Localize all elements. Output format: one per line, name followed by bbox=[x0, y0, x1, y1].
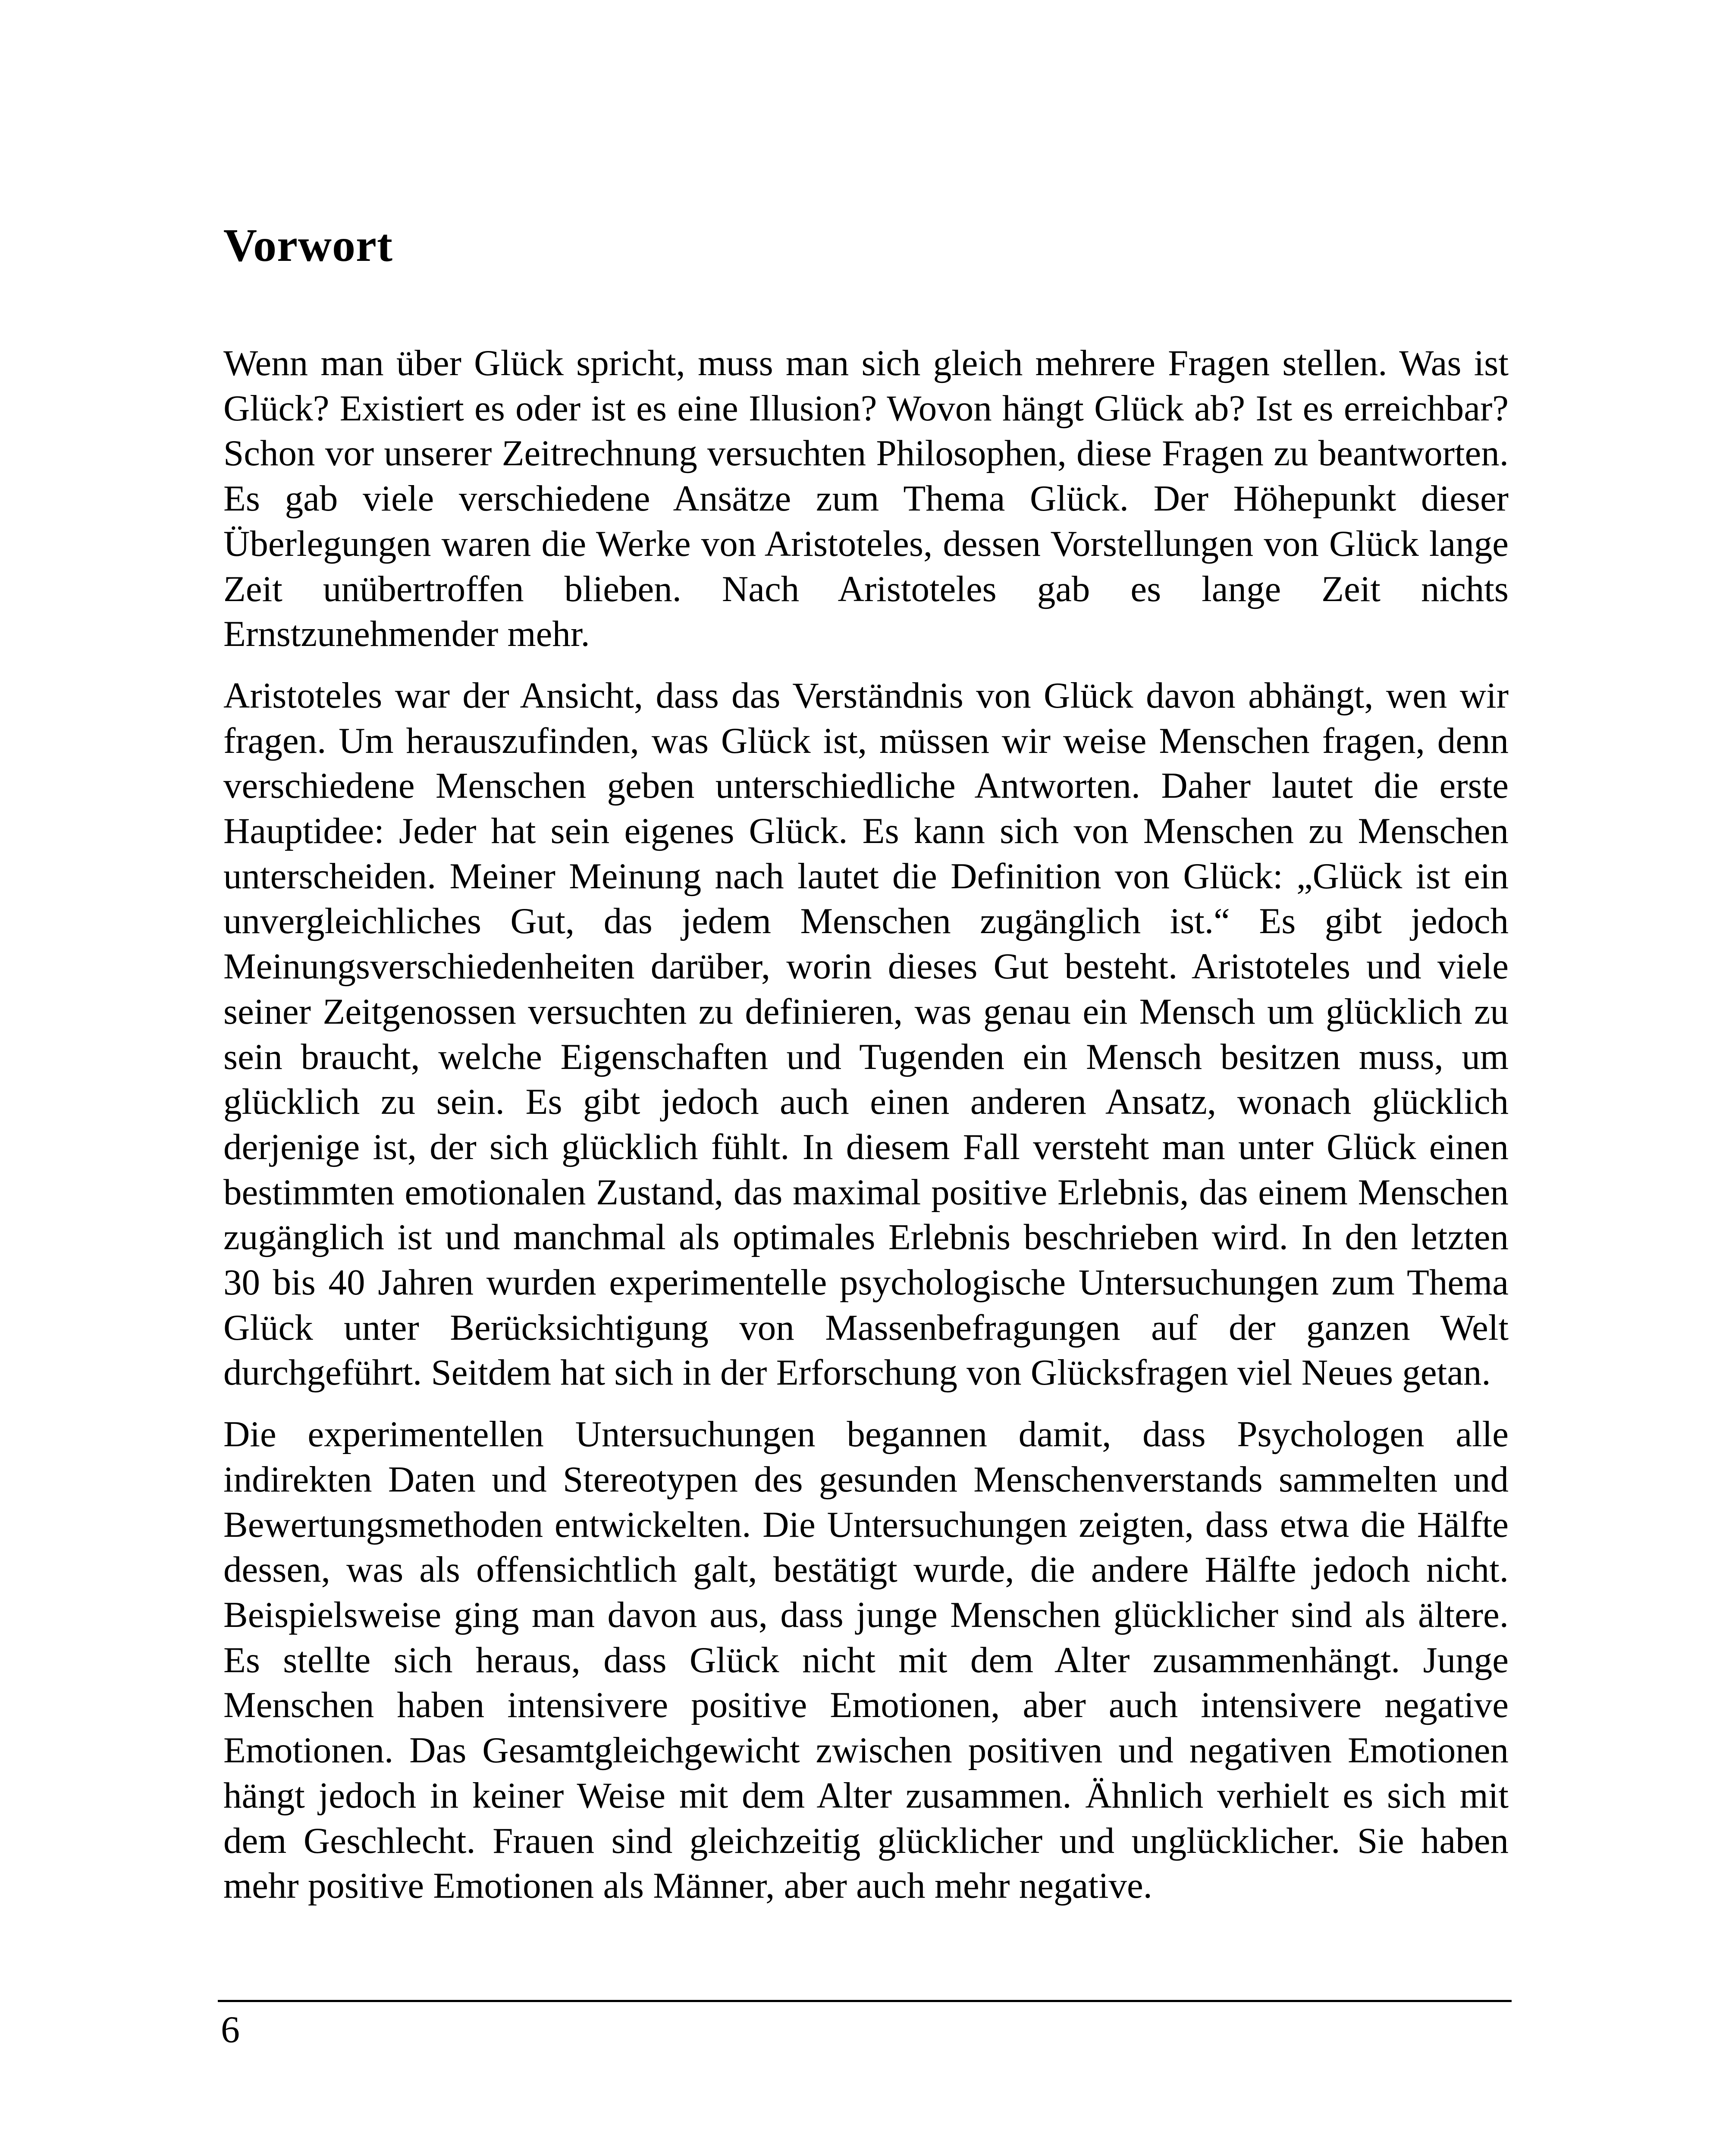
footer-divider bbox=[218, 2000, 1512, 2002]
page-number: 6 bbox=[221, 2009, 240, 2051]
page-title: Vorwort bbox=[223, 220, 393, 271]
paragraph-3: Die experimentellen Untersuchungen begannen damit, dass Psychologen alle indirekten Daten und Stereotypen des gesunden Menschenverstands sammelten und Bewertungsmethoden entwickelten. Die Untersuchungen zeigten, dass etwa die Hälfte dessen, was als offensichtlich galt, bestätigt wurde, die andere Hälfte jedoch nicht. Beispielsweise ging man davon aus, dass junge Menschen glücklicher sind als ältere. Es stellte sich heraus, dass Glück nicht mit dem Alter zusammenhängt. Junge Menschen haben intensivere positive Emotionen, aber auch intensivere negative Emotionen. Das Gesamtgleichgewicht zwischen positiven und negativen Emotionen hängt jedoch in keiner Weise mit dem Alter zusammen. Ähnlich verhielt es sich mit dem Geschlecht. Frauen sind gleichzeitig glücklicher und unglücklicher. Sie haben mehr positive Emotionen als Männer, aber auch mehr negative. bbox=[223, 1414, 1509, 1906]
body-text bbox=[223, 341, 1509, 1925]
paragraph-1: Wenn man über Glück spricht, muss man sich gleich mehrere Fragen stellen. Was ist Glück? Existiert es oder ist es eine Illusion? Wovon hängt Glück ab? Ist es erreichbar? Schon vor unserer Zeitrechnung versuchten Philosophen, diese Fragen zu beantworten. Es gab viele verschiedene Ansätze zum Thema Glück. Der Höhepunkt dieser Überlegungen waren die Werke von Aristoteles, dessen Vorstellungen von Glück lange Zeit unübertroffen blieben. Nach Aristoteles gab es lange Zeit nichts Ernstzunehmender mehr. bbox=[223, 343, 1509, 655]
paragraph-2: Aristoteles war der Ansicht, dass das Verständnis von Glück davon abhängt, wen wir fragen. Um herauszufinden, was Glück ist, müssen wir weise Menschen fragen, denn verschiedene Menschen geben unterschiedliche Antworten. Daher lautet die erste Hauptidee: Jeder hat sein eigenes Glück. Es kann sich von Menschen zu Menschen unterscheiden. Meiner Meinung nach lautet die Definition von Glück: „Glück ist ein unvergleichliches Gut, das jedem Menschen zugänglich ist.“ Es gibt jedoch Meinungsverschiedenheiten darüber, worin dieses Gut besteht. Aristoteles und viele seiner Zeitgenossen versuchten zu definieren, was genau ein Mensch um glücklich zu sein braucht, welche Eigenschaften und Tugenden ein Mensch besitzen muss, um glücklich zu sein. Es gibt jedoch auch einen anderen Ansatz, wonach glücklich derjenige ist, der sich glücklich fühlt. In diesem Fall versteht man unter Glück einen bestimmten emotionalen Zustand, das maximal positive Erlebnis, das einem Menschen zugänglich ist und manchmal als optimales Erlebnis beschrieben wird. In den letzten 30 bis 40 Jahren wurden experimentelle psychologische Untersuchungen zum Thema Glück unter Berücksichtigung von Massenbefragungen auf der ganzen Welt durchgeführt. Seitdem hat sich in der Erforschung von Glücksfragen viel Neues getan. bbox=[223, 675, 1509, 1393]
